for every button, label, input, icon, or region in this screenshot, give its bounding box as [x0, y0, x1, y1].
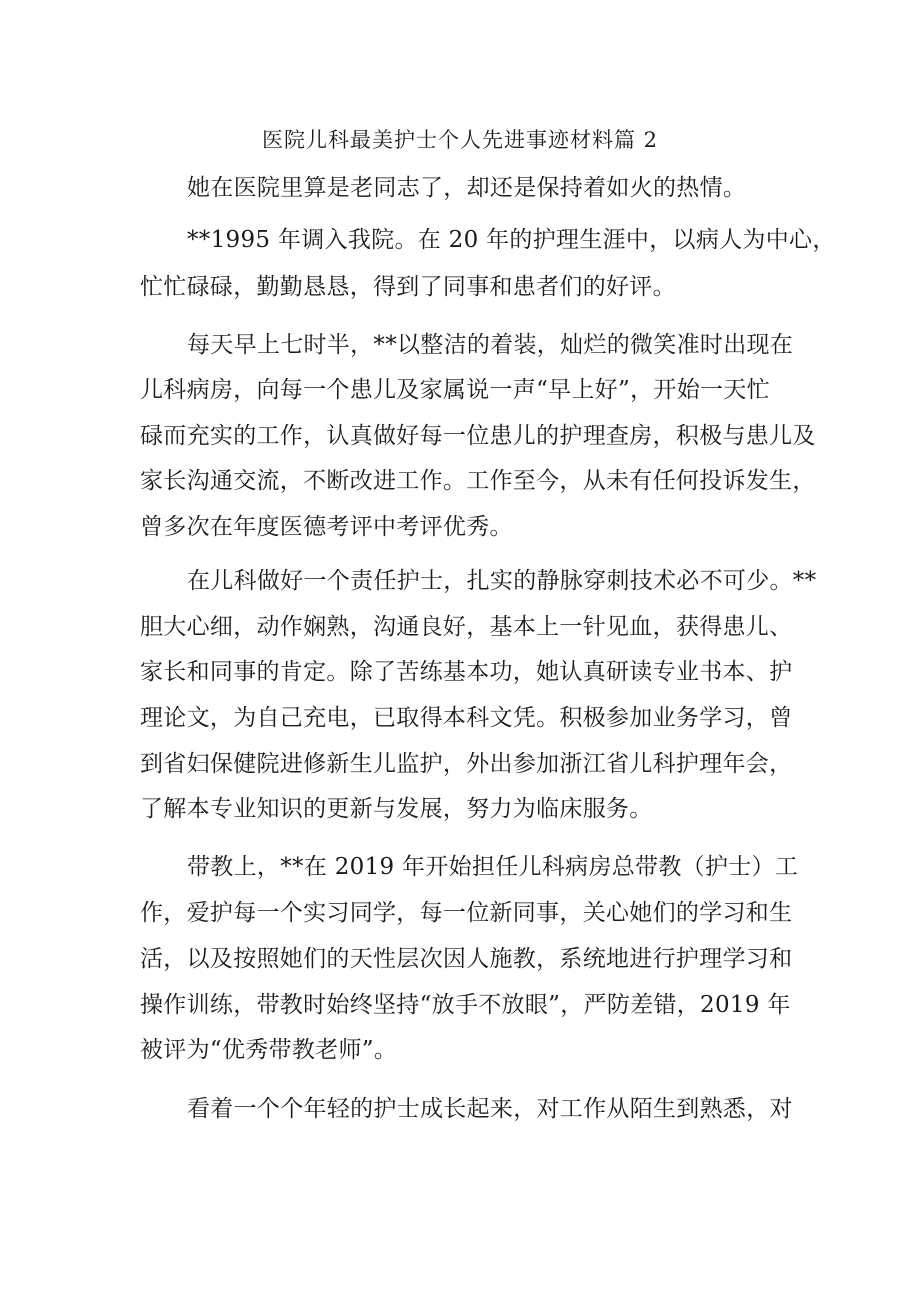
paragraph-line: 每天早上七时半，**以整洁的着装，灿烂的微笑准时出现在 — [187, 332, 794, 358]
paragraph-line: 被评为“优秀带教老师”。 — [140, 1037, 398, 1063]
paragraph-line: 了解本专业知识的更新与发展，努力为临床服务。 — [140, 796, 653, 822]
paragraph-line: **1995 年调入我院。在 20 年的护理生涯中，以病人为中心， — [187, 227, 836, 253]
document-title: 医院儿科最美护士个人先进事迹材料篇 2 — [261, 128, 659, 152]
paragraph-line: 碌而充实的工作，认真做好每一位患儿的护理查房，积极与患儿及 — [140, 423, 816, 449]
paragraph-line: 操作训练，带教时始终坚持“放手不放眼”，严防差错，2019 年 — [140, 992, 791, 1018]
paragraph-line: 忙忙碌碌，勤勤恳恳，得到了同事和患者们的好评。 — [140, 274, 676, 300]
paragraph-line: 理论文，为自己充电，已取得本科文凭。积极参加业务学习，曾 — [140, 705, 793, 731]
paragraph-line: 儿科病房，向每一个患儿及家属说一声“早上好”，开始一天忙 — [140, 377, 770, 403]
paragraph-line: 看着一个个年轻的护士成长起来，对工作从陌生到熟悉，对 — [187, 1096, 793, 1122]
paragraph-line: 在儿科做好一个责任护士，扎实的静脉穿刺技术必不可少。** — [187, 568, 817, 594]
paragraph-line: 曾多次在年度医德考评中考评优秀。 — [140, 514, 513, 540]
paragraph-line: 活，以及按照她们的天性层次因人施教，系统地进行护理学习和 — [140, 946, 793, 972]
paragraph-line: 到省妇保健院进修新生儿监护，外出参加浙江省儿科护理年会， — [140, 751, 793, 777]
paragraph-line: 胆大心细，动作娴熟，沟通良好，基本上一针见血，获得患儿、 — [140, 614, 793, 640]
paragraph-line: 带教上，**在 2019 年开始担任儿科病房总带教（护士）工 — [187, 854, 799, 880]
paragraph-line: 家长和同事的肯定。除了苦练基本功，她认真研读专业书本、护 — [140, 659, 793, 685]
paragraph-line: 家长沟通交流，不断改进工作。工作至今，从未有任何投诉发生， — [140, 468, 816, 494]
paragraph-line: 作，爱护每一个实习同学，每一位新同事，关心她们的学习和生 — [140, 900, 793, 926]
paragraph-line: 她在医院里算是老同志了，却还是保持着如火的热情。 — [187, 175, 747, 201]
